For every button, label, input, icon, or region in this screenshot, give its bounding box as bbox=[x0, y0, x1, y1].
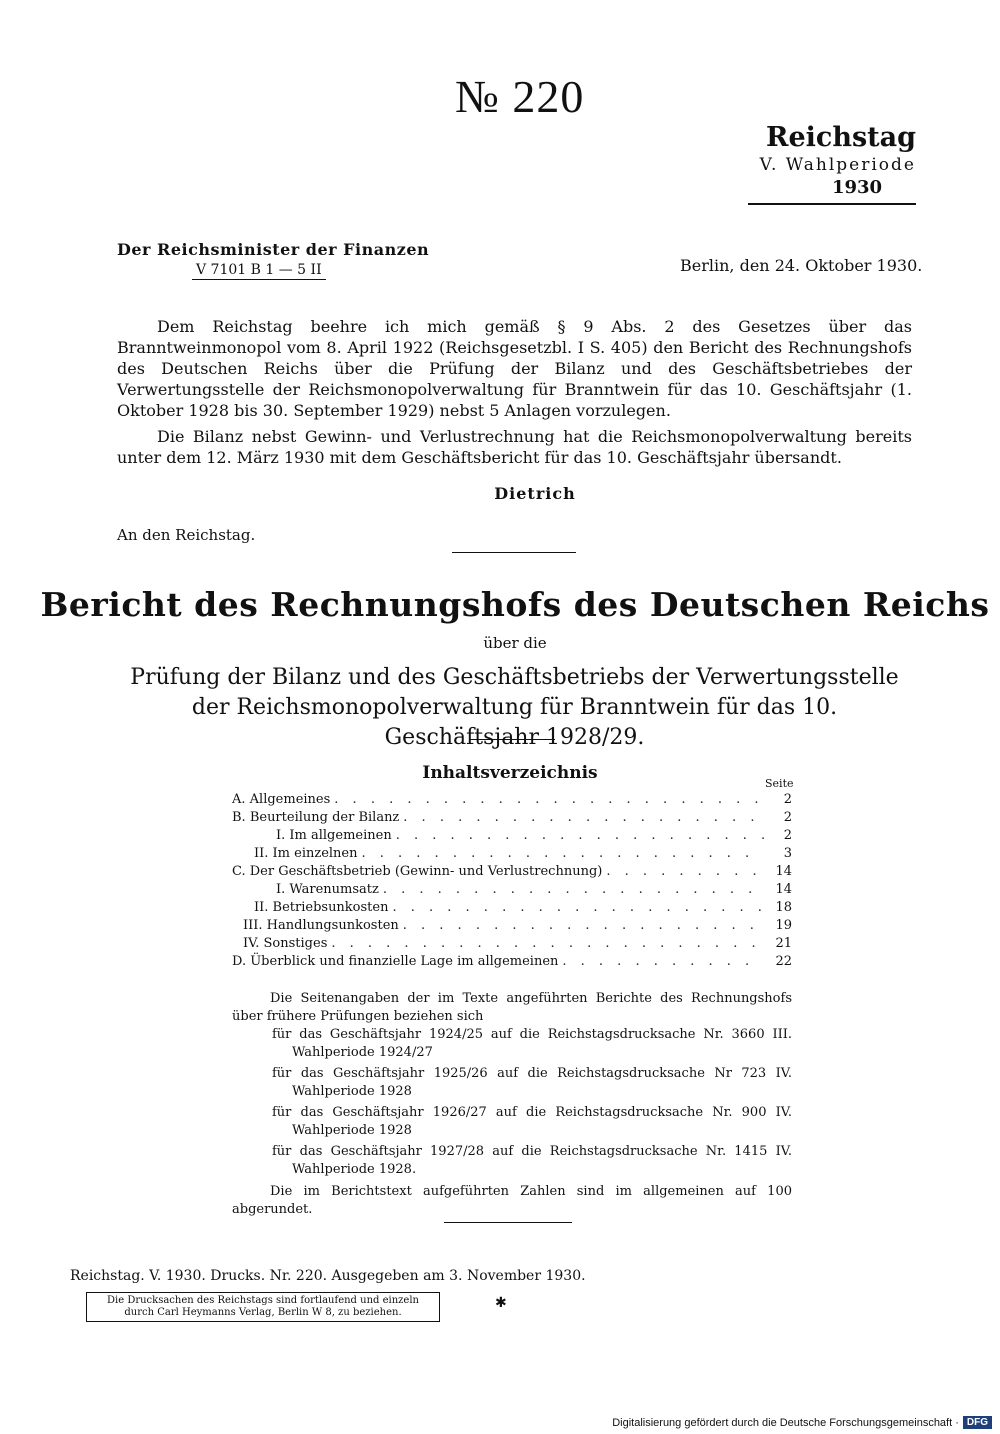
divider bbox=[748, 203, 916, 205]
toc-leader-dots bbox=[392, 827, 764, 845]
toc-entry bbox=[232, 827, 792, 845]
toc-entry-page: 2 bbox=[783, 810, 792, 825]
toc-leader-dots bbox=[602, 863, 764, 881]
toc-entry bbox=[232, 791, 792, 809]
toc-entry bbox=[232, 863, 792, 881]
addressee: An den Reichstag. bbox=[117, 526, 256, 544]
reference-number: V 7101 B 1 — 5 II bbox=[192, 262, 326, 280]
toc-entry-page: 3 bbox=[783, 846, 792, 861]
wahlperiode: V. Wahlperiode bbox=[759, 155, 916, 175]
signature: Dietrich bbox=[494, 484, 576, 503]
toc-leader-dots bbox=[399, 809, 764, 827]
distribution-notice bbox=[86, 1292, 440, 1322]
toc-leader-dots bbox=[388, 899, 764, 917]
toc-entry bbox=[232, 935, 792, 953]
distribution-notice-line: durch Carl Heymanns Verlag, Berlin W 8, zu beziehen. bbox=[124, 1307, 402, 1318]
table-of-contents bbox=[232, 791, 792, 971]
dateline: Berlin, den 24. Oktober 1930. bbox=[680, 256, 923, 275]
toc-entry bbox=[232, 917, 792, 935]
letter-paragraph-2: Die Bilanz nebst Gewinn- und Verlustrechnung hat die Reichsmonopolverwaltung bereits unter dem 12. März 1930 mit dem Geschäftsbericht für das 10. Geschäftsjahr übersandt. bbox=[117, 427, 912, 467]
toc-entry-page: 18 bbox=[775, 900, 792, 915]
toc-entry-label: I. Warenumsatz bbox=[276, 882, 379, 897]
toc-leader-dots bbox=[558, 953, 764, 971]
digitization-text: Digitalisierung gefördert durch die Deutsche Forschungsgemeinschaft · bbox=[612, 1416, 959, 1429]
asterisk-mark: ✱ bbox=[495, 1295, 507, 1311]
toc-entry-label: II. Betriebsunkosten bbox=[254, 900, 389, 915]
reichstag-block bbox=[748, 122, 916, 205]
report-subtitle: Prüfung der Bilanz und des Geschäftsbetriebs der Verwertungsstelle der Reichsmonopolverwaltung für Branntwein für das 10. Geschäftsjahr 1928/29. bbox=[130, 665, 899, 750]
note-item: für das Geschäftsjahr 1924/25 auf die Reichstagsdrucksache Nr. 3660 III. Wahlperiode 1924/27 bbox=[272, 1027, 792, 1060]
divider bbox=[470, 739, 555, 740]
toc-entry bbox=[232, 809, 792, 827]
divider bbox=[452, 552, 576, 553]
toc-entry-label: IV. Sonstiges bbox=[243, 936, 328, 951]
year: 1930 bbox=[831, 177, 883, 198]
toc-entry-page: 19 bbox=[775, 918, 792, 933]
toc-title: Inhaltsverzeichnis bbox=[422, 763, 598, 783]
report-title: Bericht des Rechnungshofs des Deutschen Reichs bbox=[40, 585, 990, 624]
toc-entry-label: III. Handlungsunkosten bbox=[243, 918, 399, 933]
reichstag-title: Reichstag bbox=[766, 122, 916, 153]
distribution-notice-line: Die Drucksachen des Reichstags sind fortlaufend und einzeln bbox=[107, 1295, 419, 1306]
toc-entry-page: 2 bbox=[783, 792, 792, 807]
notes-intro: Die Seitenangaben der im Texte angeführten Berichte des Rechnungshofs über frühere Prüfungen beziehen sich bbox=[232, 991, 792, 1024]
toc-entry bbox=[232, 845, 792, 863]
toc-entry bbox=[232, 953, 792, 971]
toc-entry-label: A. Allgemeines bbox=[232, 792, 331, 807]
toc-leader-dots bbox=[327, 935, 764, 953]
digitization-credit bbox=[612, 1416, 992, 1429]
toc-entry-page: 2 bbox=[783, 828, 792, 843]
toc-entry-label: II. Im einzelnen bbox=[254, 846, 358, 861]
divider bbox=[444, 1222, 572, 1223]
toc-entry bbox=[232, 899, 792, 917]
publication-line: Reichstag. V. 1930. Drucks. Nr. 220. Ausgegeben am 3. November 1930. bbox=[70, 1268, 586, 1284]
toc-entry bbox=[232, 881, 792, 899]
notes-final: Die im Berichtstext aufgeführten Zahlen sind im allgemeinen auf 100 abgerundet. bbox=[232, 1184, 792, 1217]
letter-paragraph-1: Dem Reichstag beehre ich mich gemäß § 9 Abs. 2 des Gesetzes über das Branntweinmonopol vom 8. April 1922 (Reichsgesetzbl. I S. 405) den Bericht des Rechnungshofs des Deutschen Reichs über die Prüfung der Bilanz und des Geschäftsbetriebes der Verwertungsstelle der Reichsmonopolverwaltung für Branntwein für das 10. Geschäftsjahr (1. Oktober 1928 bis 30. September 1929) nebst 5 Anlagen vorzulegen. bbox=[117, 317, 912, 420]
report-ueber: über die bbox=[483, 634, 547, 652]
toc-leader-dots bbox=[399, 917, 764, 935]
toc-entry-label: C. Der Geschäftsbetrieb (Gewinn- und Verlustrechnung) bbox=[232, 864, 603, 879]
document-number: № 220 bbox=[455, 71, 585, 122]
toc-leader-dots bbox=[330, 791, 764, 809]
dfg-logo: DFG bbox=[963, 1416, 992, 1429]
toc-entry-page: 22 bbox=[775, 954, 792, 969]
note-item: für das Geschäftsjahr 1926/27 auf die Reichstagsdrucksache Nr. 900 IV. Wahlperiode 1928 bbox=[272, 1105, 792, 1138]
toc-entry-page: 14 bbox=[775, 882, 792, 897]
toc-leader-dots bbox=[379, 881, 764, 899]
minister-heading: Der Reichsminister der Finanzen bbox=[117, 240, 430, 259]
toc-entry-page: 14 bbox=[775, 864, 792, 879]
toc-leader-dots bbox=[358, 845, 765, 863]
toc-entry-page: 21 bbox=[775, 936, 792, 951]
note-item: für das Geschäftsjahr 1927/28 auf die Reichstagsdrucksache Nr. 1415 IV. Wahlperiode 1928. bbox=[272, 1144, 792, 1177]
note-item: für das Geschäftsjahr 1925/26 auf die Reichstagsdrucksache Nr 723 IV. Wahlperiode 1928 bbox=[272, 1066, 792, 1099]
toc-entry-label: D. Überblick und finanzielle Lage im allgemeinen bbox=[232, 954, 559, 969]
toc-page-header: Seite bbox=[765, 777, 794, 790]
notes bbox=[232, 990, 792, 1219]
toc-entry-label: I. Im allgemeinen bbox=[276, 828, 392, 843]
toc-entry-label: B. Beurteilung der Bilanz bbox=[232, 810, 400, 825]
